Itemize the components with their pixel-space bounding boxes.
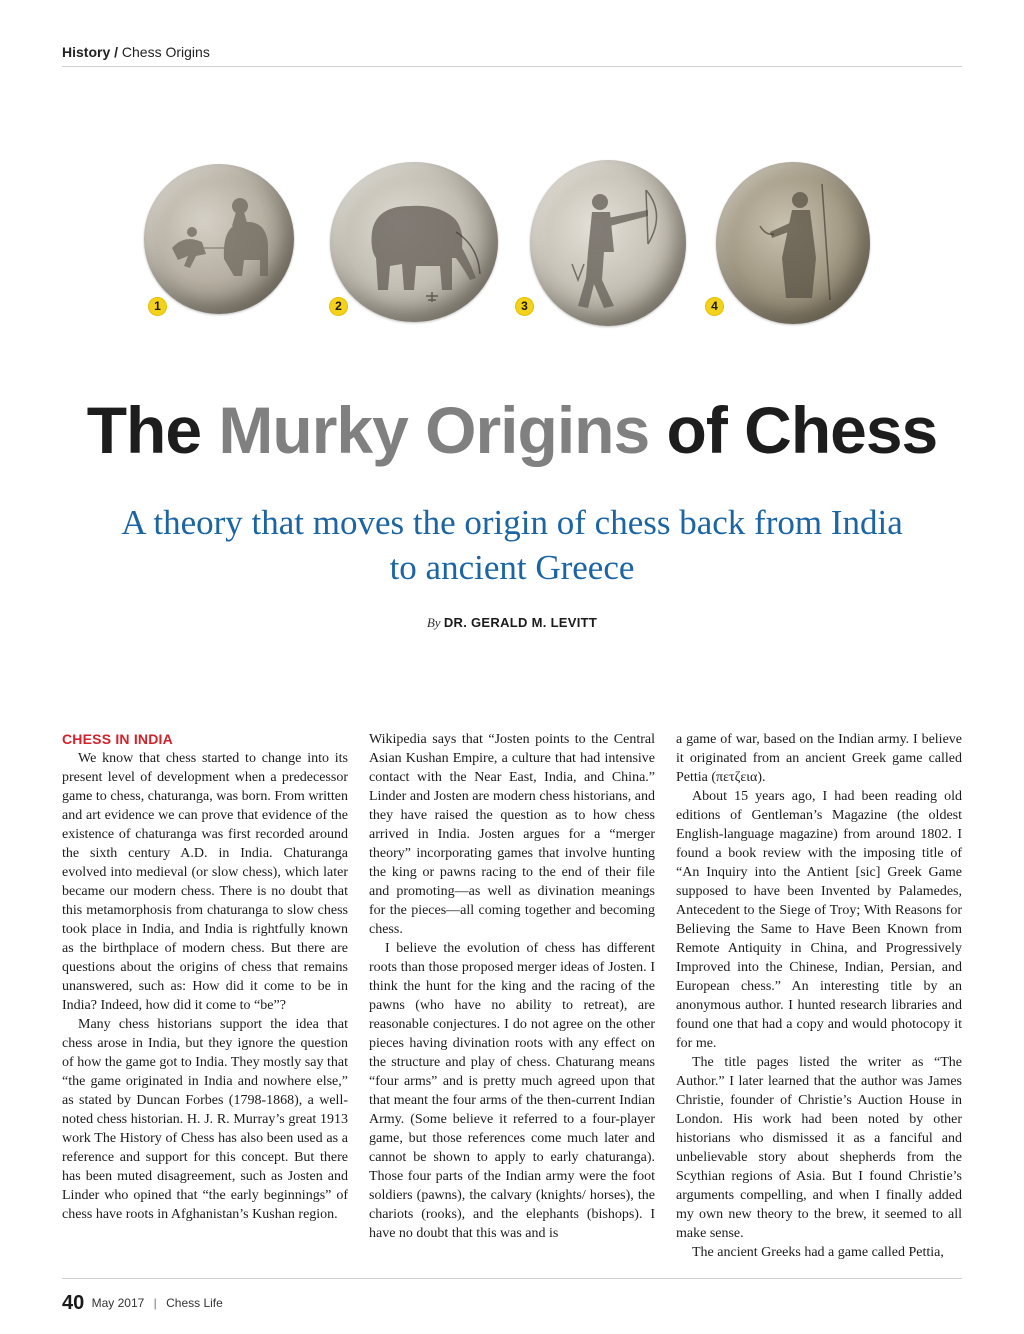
column-2	[369, 730, 655, 1243]
paragraph: The title pages listed the writer as “The Author.” I later learned that the author was James Christie, founder of Christie’s Auction House in London. His work had been noted by other historians who dismissed it as a fanciful and unbelievable story about shepherds from the Scythian regions of Asia. But I found Christie’s arguments compelling, and when I finally added my own new theory to the brew, it seemed to all make sense.	[676, 1055, 962, 1241]
page-footer	[62, 1292, 223, 1315]
running-header	[62, 44, 962, 60]
coin-1-image	[144, 164, 294, 314]
coin-3-badge: 3	[516, 298, 533, 315]
coin-2-badge: 2	[330, 298, 347, 315]
paragraph: a game of war, based on the Indian army. I believe it originated from an ancient Greek game called Pettia (πετζεια).	[676, 732, 962, 785]
paragraph: Many chess historians support the idea that chess arose in India, but they ignore the question of how the game got to India. They mostly say that “the game originated in India and nowhere else,” as stated by Duncan Forbes (1798-1868), a well-noted chess historian. H. J. R. Murray’s great 1913 work The History of Chess has also been used as a reference and support for this concept. But there has been muted disagreement, such as Josten and Linder who opined that “the early beginnings” of chess have roots in Afghanistan’s Kushan region.	[62, 1017, 348, 1222]
issue-date: May 2017	[91, 1296, 145, 1310]
paragraph: We know that chess started to change into its present level of development when a predecessor game to chess, chaturanga, was born. From written and art evidence we can prove that evidence of the existence of chaturanga was first recorded around the sixth century A.D. in India. Chaturanga evolved into medieval (or slow chess), which later became our modern chess. There is no doubt that this metamorphosis from chaturanga to slow chess took place in India, and India is rightfully known as the birthplace of modern chess. But there are questions about the origins of chess that remains unanswered, such as: How did it come to be in India? Indeed, how did it come to “be”?	[62, 751, 348, 1013]
section-heading: CHESS IN INDIA	[62, 731, 173, 747]
header-rule	[62, 66, 962, 67]
title-part-1: The	[86, 393, 219, 467]
coin-2-image	[330, 162, 498, 322]
coin-3-image	[530, 160, 686, 326]
page-number: 40	[62, 1292, 85, 1314]
coin-4-image	[716, 162, 870, 324]
title-part-2: Murky Origins	[218, 393, 650, 467]
coin-4-relief	[716, 162, 870, 324]
coin-1-badge: 1	[149, 298, 166, 315]
article-title	[0, 392, 1024, 468]
coin-4-badge: 4	[706, 298, 723, 315]
magazine-name: Chess Life	[166, 1296, 223, 1310]
paragraph: About 15 years ago, I had been reading old editions of Gentleman’s Magazine (the oldest English-language magazine) from around 1802. I found a book review with the imposing title of “An Inquiry into the Antient [sic] Greek Game supposed to have been Invented by Palamedes, Antecedent to the Siege of Troy; With Reasons for Believing the Same to Have Been Known from Remote Antiquity in China, and Progressively Improved into the Chinese, Indian, Persian, and European chess.” An interesting title by an anonymous author. I hunted research libraries and found one that had a copy and would photocopy it for me.	[676, 789, 962, 1051]
paragraph: I believe the evolution of chess has different roots than those proposed merger ideas of Josten. I think the hunt for the king and the racing of the pawns (who have no ability to retreat), are reasonable conjectures. I do not agree on the other pieces having divination roots with any effect on the structure and play of chess. Chaturang means “four arms” and is pretty much agreed upon that that meant the four arms of the then-current Indian Army. (Some believe it referred to a four-player game, but those references come much later and cannot be shown to apply to early chaturanga). Those four parts of the Indian army were the foot soldiers (pawns), the calvary (knights/ horses), the chariots (rooks), and the elephants (bishops). I have no doubt that this was and is	[369, 941, 655, 1241]
footer-divider: |	[153, 1296, 157, 1310]
coin-3-relief	[530, 160, 686, 326]
paragraph: Wikipedia says that “Josten points to the Central Asian Kushan Empire, a culture that had intensive contact with the Near East, India, and China.” Linder and Josten are modern chess historians, and they have raised the question as to how chess arrived in India. Josten argues for a “merger theory” incorporating games that involve hunting the king or pawns racing to the end of their file and promoting—as well as divination meanings for the pieces—all coming together and becoming chess.	[369, 732, 655, 937]
column-1	[62, 730, 348, 1224]
column-3	[676, 730, 962, 1262]
header-section: History	[62, 44, 111, 60]
byline-by: By	[426, 615, 441, 630]
coin-2-relief	[330, 162, 498, 322]
byline	[0, 615, 1024, 631]
paragraph: The ancient Greeks had a game called Pettia,	[692, 1245, 944, 1260]
byline-author: DR. GERALD M. LEVITT	[443, 615, 598, 630]
coin-1-relief	[144, 164, 294, 314]
article-subtitle: A theory that moves the origin of chess back from India to ancient Greece	[121, 503, 903, 587]
footer-rule	[62, 1278, 962, 1279]
header-topic: Chess Origins	[121, 44, 210, 60]
title-part-3: of Chess	[649, 393, 938, 467]
header-divider: /	[114, 44, 119, 60]
